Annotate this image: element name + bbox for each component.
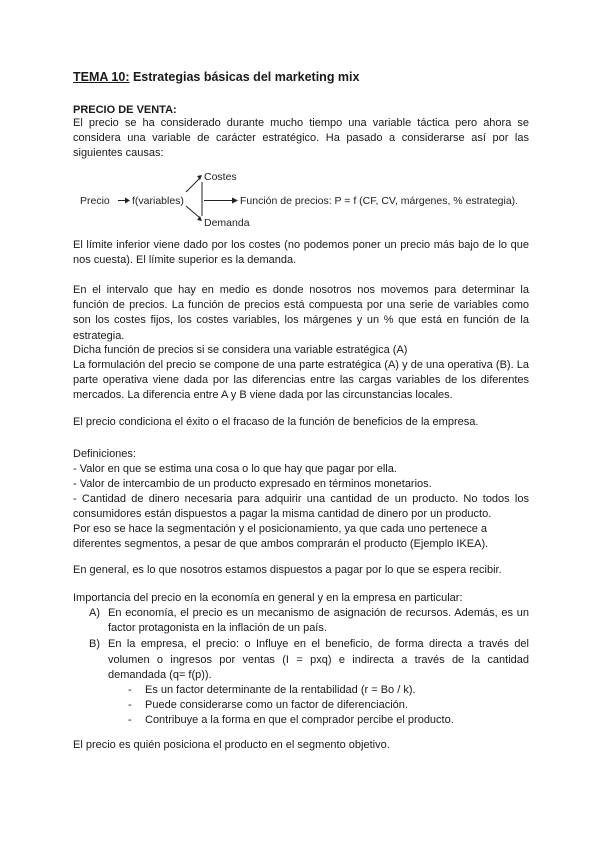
sub-list-item bbox=[73, 698, 529, 713]
intro-paragraph: El precio se ha considerado durante mucho tiempo una variable táctica pero ahora se considera una variable de carácter estratégico. Ha pasado a considerarse así por las siguientes causas: bbox=[73, 117, 529, 160]
limits-paragraph: El límite inferior viene dado por los costes (no podemos poner un precio más bajo de lo que nos cuesta). El límite superior es la demanda. bbox=[73, 239, 529, 267]
importance-intro: Importancia del precio en la economía en general y en la empresa en particular: bbox=[73, 592, 463, 604]
diagram-fvariables: f(variables) bbox=[132, 195, 184, 207]
list-item bbox=[73, 637, 529, 683]
section-heading: PRECIO DE VENTA: bbox=[73, 104, 177, 116]
diagram-price: Precio bbox=[80, 195, 110, 207]
dash-marker: - bbox=[128, 714, 132, 727]
diagram-arrow-down bbox=[186, 206, 200, 218]
definitions-title: Definiciones: bbox=[73, 448, 136, 460]
success-paragraph: El precio condiciona el éxito o el fracaso de la función de beneficios de la empresa. bbox=[73, 416, 479, 428]
interval-paragraph: En el intervalo que hay en medio es donde nosotros nos movemos para determinar la función de precios. La función de precios está compuesta por una serie de variables como son los costes fijos, los costes variables, los márgenes y un % que está en función de la estrategia. bbox=[73, 284, 529, 342]
page-title bbox=[73, 70, 359, 84]
definition-note: Por eso se hace la segmentación y el posicionamiento, ya que cada uno pertenece a diferentes segmentos, a pesar de que ambos comprarán el producto (Ejemplo IKEA). bbox=[73, 523, 489, 551]
general-paragraph: En general, es lo que nosotros estamos dispuestos a pagar por lo que se espera recibir. bbox=[73, 564, 502, 576]
definition-item: - Valor de intercambio de un producto expresado en términos monetarios. bbox=[73, 478, 432, 490]
list-marker: A) bbox=[89, 607, 100, 619]
sub-list-text: Puede considerarse como un factor de diferenciación. bbox=[145, 699, 408, 712]
diagram-arrow-up-head bbox=[197, 175, 202, 180]
price-function-diagram bbox=[78, 166, 518, 228]
final-paragraph: El precio es quién posiciona el producto en el segmento objetivo. bbox=[73, 739, 390, 751]
sub-list-item bbox=[73, 683, 529, 698]
list-item bbox=[73, 606, 529, 636]
diagram-arrow-up bbox=[186, 178, 200, 192]
sub-list-text: Es un factor determinante de la rentabilidad (r = Bo / k). bbox=[145, 684, 416, 697]
diagram-arrow-1-head bbox=[125, 198, 130, 204]
diagram-costes: Costes bbox=[204, 171, 237, 183]
list-item-text: En economía, el precio es un mecanismo de asignación de recursos. Además, es un factor protagonista en la inflación de un país. bbox=[108, 607, 529, 635]
diagram-arrow-2-head bbox=[232, 198, 238, 204]
dash-marker: - bbox=[128, 684, 132, 697]
diagram-arrow-down-head bbox=[197, 216, 202, 221]
sub-list-text: Contribuye a la forma en que el comprador percibe el producto. bbox=[145, 714, 454, 727]
dash-marker: - bbox=[128, 699, 132, 712]
diagram-function: Función de precios: P = f (CF, CV, márgenes, % estrategia). bbox=[240, 195, 518, 207]
strategic-paragraph: Dicha función de precios si se considera una variable estratégica (A) bbox=[73, 344, 408, 356]
sub-list-item bbox=[73, 713, 529, 728]
title-prefix: TEMA 10: bbox=[73, 70, 130, 84]
list-item-text: En la empresa, el precio: o Influye en el beneficio, de forma directa a través del volumen o ingresos por ventas (I = pxq) e indirecta a través de la cantidad demandada (q= f(p)). bbox=[108, 638, 529, 681]
definition-item: - Valor en que se estima una cosa o lo que hay que pagar por ella. bbox=[73, 463, 397, 475]
list-marker: B) bbox=[89, 638, 100, 651]
formulation-paragraph: La formulación del precio se compone de una parte estratégica (A) y de una operativa (B). La parte operativa viene dada por las diferencias entre las cargas variables de los diferentes mercados. La diferencia entre A y B viene dada por las circunstancias locales. bbox=[73, 359, 529, 402]
definition-item: - Cantidad de dinero necesaria para adquirir una cantidad de un producto. No todos los consumidores están dispuestos a pagar la misma cantidad de dinero por un producto. bbox=[73, 493, 529, 521]
importance-list bbox=[73, 606, 529, 729]
title-text: Estrategias básicas del marketing mix bbox=[129, 70, 360, 84]
diagram-demanda: Demanda bbox=[204, 217, 250, 228]
